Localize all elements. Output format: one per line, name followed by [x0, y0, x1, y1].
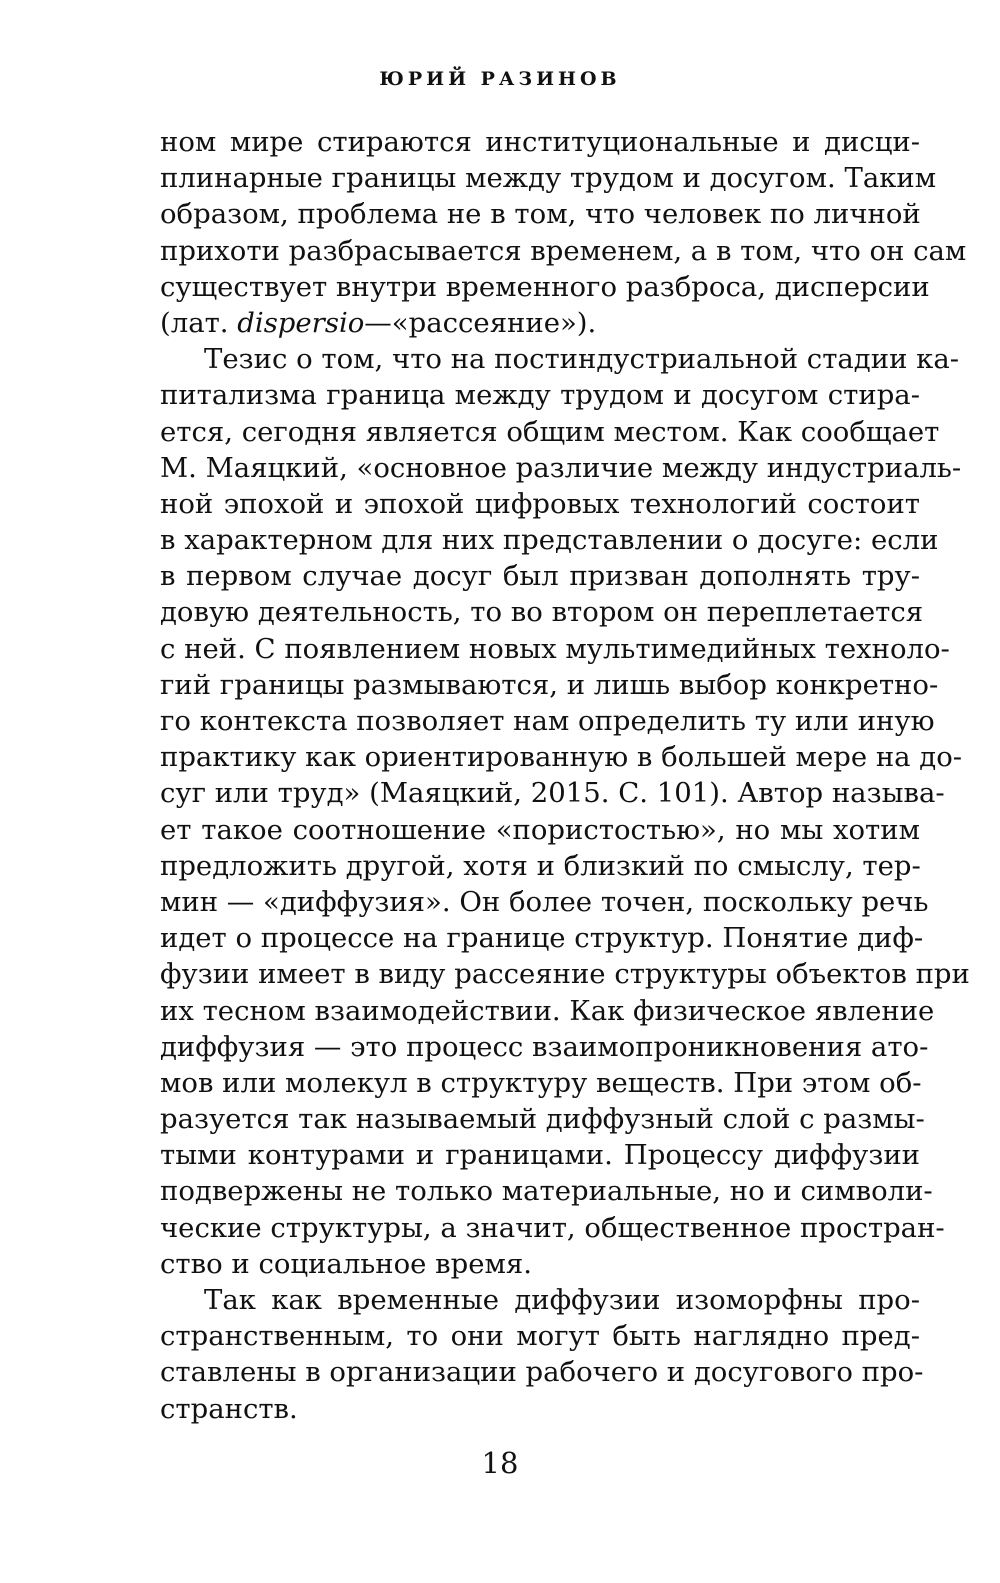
text-line: в характерном для них представлении о досуге: если: [160, 524, 939, 557]
text-line: М. Маяцкий, «основное различие между индустриаль-: [160, 451, 962, 484]
text-line: подвержены не только материальные, но и символи-: [160, 1175, 933, 1208]
text-line: образом, проблема не в том, что человек по личной: [160, 198, 921, 231]
page-number: 18: [481, 1446, 519, 1480]
text-line: тыми контурами и границами. Процессу диффузии: [160, 1139, 920, 1172]
text-line: прихоти разбрасывается временем, а в том, что он сам: [160, 234, 967, 267]
text-line: разуется так называемый диффузный слой с размы-: [160, 1103, 925, 1136]
text-line: с ней. С появлением новых мультимедийных техноло-: [160, 632, 950, 665]
text-line: диффузия — это процесс взаимопроникновения ато-: [160, 1030, 929, 1063]
running-head: ЮРИЙ РАЗИНОВ: [379, 68, 621, 90]
text-line: плинарные границы между трудом и досугом. Таким: [160, 162, 937, 195]
text-line: их тесном взаимодействии. Как физическое явление: [160, 994, 935, 1027]
paragraph-3: [160, 1282, 924, 1427]
text-fragment: —«рассеяние»).: [364, 306, 597, 339]
text-line: мов или молекул в структуру веществ. При этом об-: [160, 1066, 922, 1099]
latin-term: dispersio: [237, 306, 365, 339]
text-line: суг или труд» (Маяцкий, 2015. С. 101). Автор называ-: [160, 777, 945, 810]
text-line: странств.: [160, 1392, 298, 1425]
text-line: го контекста позволяет нам определить ту или иную: [160, 705, 935, 737]
text-line: гий границы размываются, и лишь выбор конкретно-: [160, 668, 939, 701]
body-text: [160, 124, 970, 1427]
text-line: практику как ориентированную в большей мере на до-: [160, 741, 963, 774]
text-line: существует внутри временного разброса, дисперсии: [160, 270, 930, 303]
text-line: ном мире стираются институциональные и дисци-: [160, 126, 920, 158]
text-line: питализма граница между трудом и досугом стира-: [160, 379, 920, 412]
paragraph-2: [160, 341, 970, 1282]
text-line: в первом случае досуг был призван дополнять тру-: [160, 560, 920, 593]
text-line: ется, сегодня является общим местом. Как сообщает: [160, 415, 940, 448]
text-line: предложить другой, хотя и близкий по смыслу, тер-: [160, 849, 921, 882]
text-fragment: (лат.: [160, 306, 238, 339]
paragraph-1: [160, 124, 967, 341]
text-line: ческие структуры, а значит, общественное простран-: [160, 1211, 945, 1244]
text-line: фузии имеет в виду рассеяние структуры объектов при: [160, 958, 970, 991]
text-line: мин — «диффузия». Он более точен, поскольку речь: [160, 885, 929, 918]
text-line: идет о процессе на границе структур. Понятие диф-: [160, 922, 924, 955]
text-line: Тезис о том, что на постиндустриальной стадии ка-: [204, 343, 960, 376]
text-line: ство и социальное время.: [160, 1247, 533, 1280]
text-line: ной эпохой и эпохой цифровых технологий состоит: [160, 487, 920, 520]
text-line: довую деятельность, то во втором он переплетается: [160, 596, 924, 629]
text-line: ет такое соотношение «пористостью», но мы хотим: [160, 813, 920, 846]
text-line: [160, 305, 920, 341]
text-line: Так как временные диффузии изоморфны про-: [204, 1284, 920, 1316]
text-line: ставлены в организации рабочего и досугового про-: [160, 1356, 924, 1389]
text-line: странственным, то они могут быть наглядно пред-: [160, 1320, 920, 1353]
